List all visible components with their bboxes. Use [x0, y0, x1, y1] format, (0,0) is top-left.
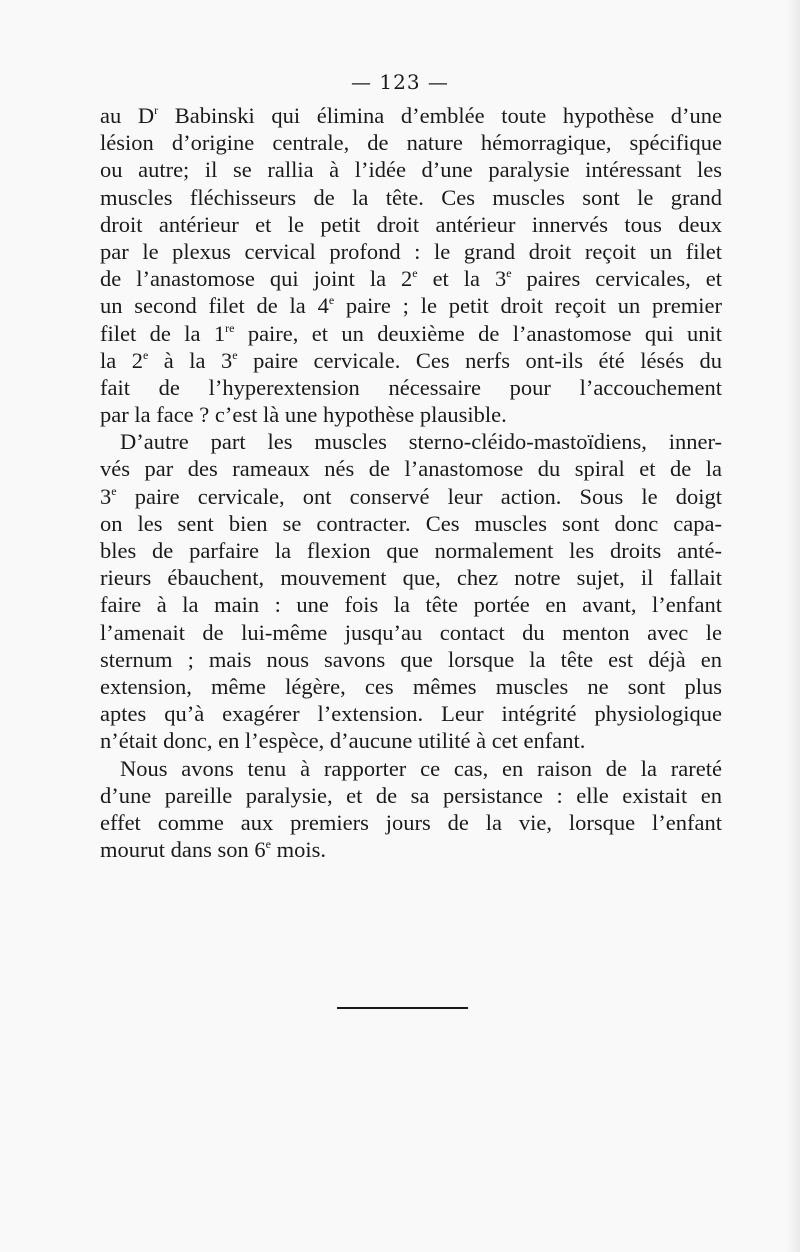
text-line: n’était donc, en l’espèce, d’aucune utilité à cet enfant.: [100, 728, 586, 754]
text-line: rieurs ébauchent, mouvement que, chez notre sujet, il fallait: [100, 565, 722, 591]
body-text: [100, 102, 722, 863]
text-line: lésion d’origine centrale, de nature hémorragique, spécifique: [100, 130, 722, 156]
paragraph: [100, 102, 722, 428]
paragraph: [100, 428, 722, 754]
text-line: l’amenait de lui-même jusqu’au contact du menton avec le: [100, 619, 722, 645]
text-line: 3e paire cervicale, ont conservé leur action. Sous le doigt: [100, 483, 722, 509]
paragraph: [100, 755, 722, 864]
text-line: au $D^r$ Babinski qui élimina d’emblée toute hypothèse d’une: [100, 103, 722, 128]
page-number: — 123 —: [351, 70, 449, 94]
text-line: mourut dans son 6e mois.: [100, 837, 326, 863]
text-line: fait de l’hyperextension nécessaire pour l’accouchement: [100, 374, 722, 400]
text-line: bles de parfaire la flexion que normalement les droits anté-: [100, 538, 722, 563]
text-line: aptes qu’à exagérer l’extension. Leur intégrité physiologique: [100, 701, 722, 727]
text-line: Nous avons tenu à rapporter ce cas, en raison de la rareté: [120, 755, 722, 781]
text-line: de l’anastomose qui joint la 2e et la 3e paires cervicales, et: [100, 266, 722, 292]
text-line: un second filet de la 4e paire ; le petit droit reçoit un premier: [100, 293, 722, 319]
text-line: vés par des rameaux nés de l’anastomose du spiral et de la: [100, 456, 722, 482]
text-line: D’autre part les muscles sterno-cléido-mastoïdiens, inner-: [120, 429, 722, 455]
text-line: muscles fléchisseurs de la tête. Ces muscles sont le grand: [100, 184, 722, 210]
text-line: on les sent bien se contracter. Ces muscles sont donc capa-: [100, 510, 722, 536]
text-line: d’une pareille paralysie, et de sa persistance : elle existait en: [100, 782, 722, 808]
end-rule: [337, 1007, 468, 1009]
text-line: ou autre; il se rallia à l’idée d’une paralysie intéressant les: [100, 157, 722, 183]
page-edge-shadow: [786, 0, 800, 1252]
text-line: par le plexus cervical profond : le grand droit reçoit un filet: [100, 238, 722, 264]
text-line: filet de la 1re paire, et un deuxième de l’anastomose qui unit: [100, 320, 722, 346]
text-line: extension, même légère, ces mêmes muscles ne sont plus: [100, 673, 722, 699]
text-line: la 2e à la 3e paire cervicale. Ces nerfs ont-ils été lésés du: [100, 347, 722, 373]
text-line: faire à la main : une fois la tête portée en avant, l’enfant: [100, 592, 722, 618]
text-line: droit antérieur et le petit droit antérieur innervés tous deux: [100, 211, 722, 237]
text-line: par la face ? c’est là une hypothèse plausible.: [100, 402, 507, 428]
text-line: effet comme aux premiers jours de la vie, lorsque l’enfant: [100, 809, 722, 835]
text-line: sternum ; mais nous savons que lorsque la tête est déjà en: [100, 646, 722, 672]
